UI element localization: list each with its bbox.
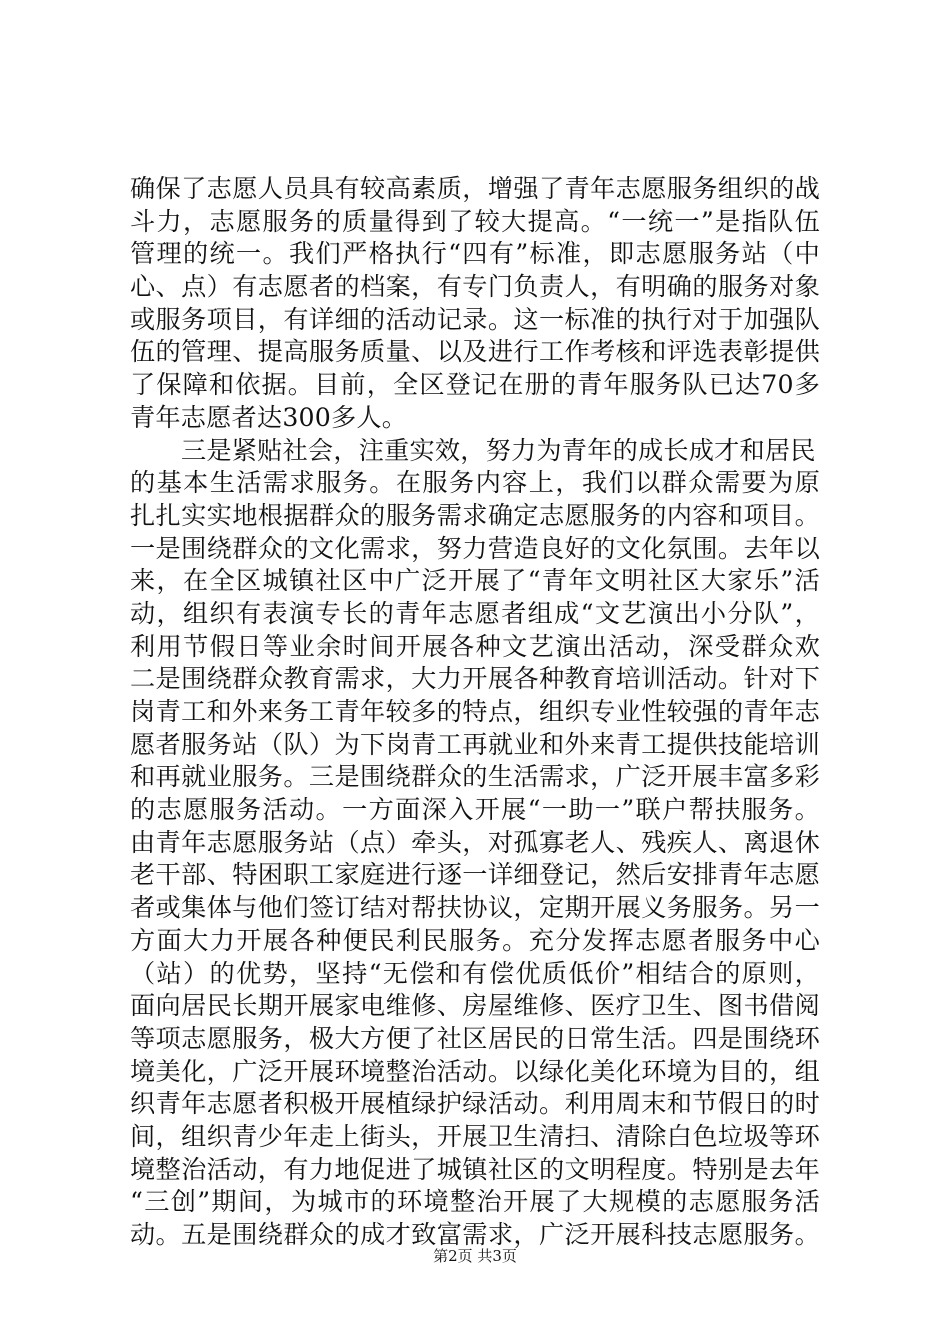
- page-footer: [0, 1246, 950, 1266]
- page-number-label: 第2页 共3页: [433, 1247, 517, 1265]
- paragraph-first-line: 三是紧贴社会，注重实效，努力为青年的成长成才和居民: [181, 435, 816, 465]
- text-line: 者或集体与他们签订结对帮扶协议，定期开展义务服务。另一: [130, 893, 820, 923]
- text-line: 愿者服务站（队）为下岗青工再就业和外来青工提供技能培训: [130, 729, 820, 759]
- text-line: 动。五是围绕群众的成才致富需求，广泛开展科技志愿服务。: [130, 1220, 820, 1249]
- text-line: 管理的统一。我们严格执行“四有”标准，即志愿服务站（中: [130, 239, 820, 269]
- text-line: 二是围绕群众教育需求，大力开展各种教育培训活动。针对下: [130, 664, 820, 694]
- text-line: 面向居民长期开展家电维修、房屋维修、医疗卫生、图书借阅: [130, 991, 820, 1021]
- text-line: 伍的管理、提高服务质量、以及进行工作考核和评选表彰提供: [130, 337, 820, 367]
- text-line: 心、点）有志愿者的档案，有专门负责人，有明确的服务对象: [130, 272, 820, 302]
- text-line: 利用节假日等业余时间开展各种文艺演出活动，深受群众欢: [130, 631, 820, 661]
- text-line: 的志愿服务活动。一方面深入开展“一助一”联户帮扶服务。: [130, 795, 820, 825]
- text-line: 由青年志愿服务站（点）牵头，对孤寡老人、残疾人、离退休: [130, 827, 820, 857]
- text-line: 一是围绕群众的文化需求，努力营造良好的文化氛围。去年以: [130, 533, 820, 563]
- text-line: （站）的优势，坚持“无偿和有偿优质低价”相结合的原则，: [130, 958, 820, 988]
- text-line: 斗力，志愿服务的质量得到了较大提高。“一统一”是指队伍: [130, 206, 820, 236]
- text-line: 境整治活动，有力地促进了城镇社区的文明程度。特别是去年: [130, 1154, 820, 1184]
- text-line: 确保了志愿人员具有较高素质，增强了青年志愿服务组织的战: [130, 174, 820, 203]
- text-line: “三创”期间，为城市的环境整治开展了大规模的志愿服务活: [130, 1187, 820, 1217]
- text-line: 方面大力开展各种便民利民服务。充分发挥志愿者服务中心: [130, 925, 820, 955]
- text-line: 或服务项目，有详细的活动记录。这一标准的执行对于加强队: [130, 304, 820, 334]
- text-line: 青年志愿者达300多人。: [130, 402, 408, 432]
- body-text: [130, 173, 820, 1252]
- text-line: 等项志愿服务，极大方便了社区居民的日常生活。四是围绕环: [130, 1023, 820, 1053]
- text-line: 扎扎实实地根据群众的服务需求确定志愿服务的内容和项目。: [130, 500, 820, 530]
- text-line: 的基本生活需求服务。在服务内容上，我们以群众需要为原: [130, 468, 820, 498]
- text-line: 和再就业服务。三是围绕群众的生活需求，广泛开展丰富多彩: [130, 762, 820, 792]
- text-line: 老干部、特困职工家庭进行逐一详细登记，然后安排青年志愿: [130, 860, 820, 890]
- text-line: 动，组织有表演专长的青年志愿者组成“文艺演出小分队”，: [130, 598, 820, 628]
- text-line: 织青年志愿者积极开展植绿护绿活动。利用周末和节假日的时: [130, 1089, 820, 1119]
- text-line: 间，组织青少年走上街头，开展卫生清扫、清除白色垃圾等环: [130, 1121, 820, 1151]
- text-line: 来，在全区城镇社区中广泛开展了“青年文明社区大家乐”活: [130, 566, 820, 596]
- text-line: 了保障和依据。目前，全区登记在册的青年服务队已达70多: [130, 370, 820, 400]
- text-line: 岗青工和外来务工青年较多的特点，组织专业性较强的青年志: [130, 697, 820, 726]
- text-line: 境美化，广泛开展环境整治活动。以绿化美化环境为目的，组: [130, 1056, 820, 1086]
